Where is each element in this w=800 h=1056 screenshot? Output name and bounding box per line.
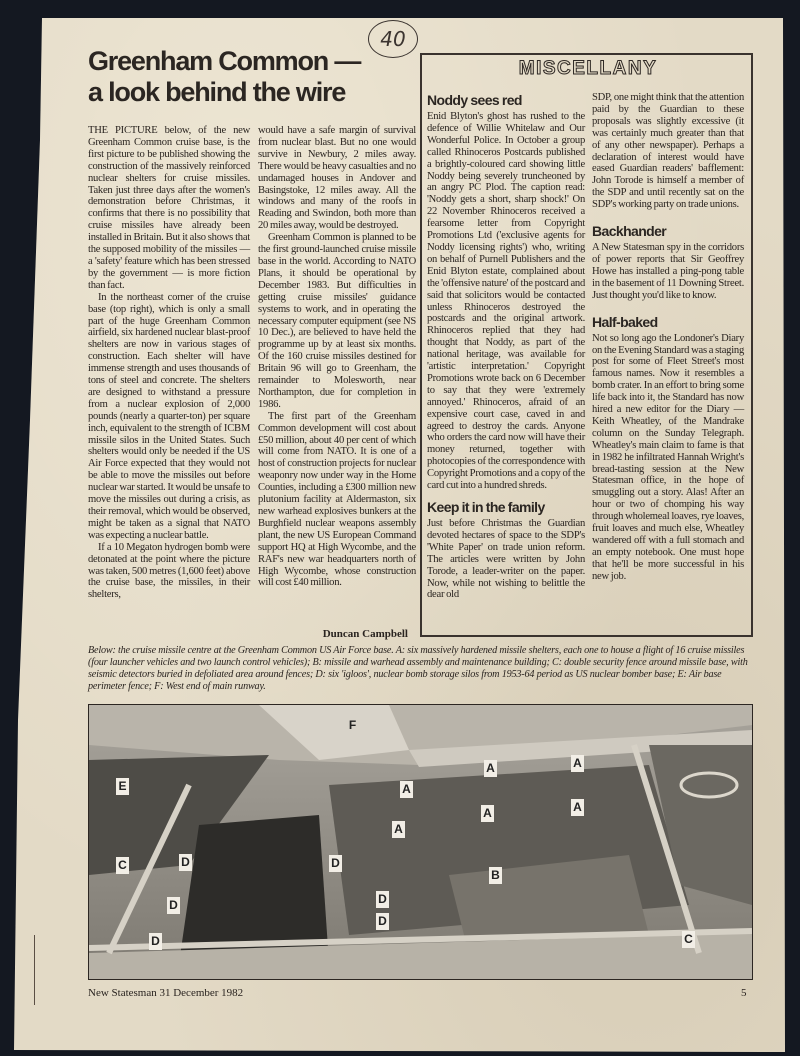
article-paragraph: If a 10 Megaton hydrogen bomb were detonated at the point where the picture was taken, 500 metres (1,600 feet) above the cruise base, the missiles, in their shelters,	[88, 541, 250, 601]
aerial-photo	[88, 704, 753, 980]
article-paragraph: Greenham Common is planned to be the first ground-launched cruise missile base in the world. According to NATO Plans, it should be operational by December 1983. But difficulties in getting cruise missiles' guidance systems to work, and in operating the necessary computer equipment (see NS 10 Dec.), are believed to have held the programme up by at least six months. Of the 160 cruise missiles destined for Britain 96 will go to Greenham, the remainder to Molesworth, near Northampton, due for completion in 1986.	[258, 232, 416, 410]
item-heading: Noddy sees red	[427, 92, 522, 108]
article-column-2	[258, 125, 416, 589]
page-number: 5	[741, 987, 747, 999]
handwritten-page-number: 40	[368, 20, 418, 58]
article-paragraph: In the northeast corner of the cruise base (top right), which is only a small part of the huge Greenham Common airfield, six hardened nuclear blast-proof shelters are now in various stages of construction. Each shelter will have immense strength and uses thousands of tons of steel and concrete. The shelters are designed to withstand a pressure from a nuclear explosion of 2,000 pounds (nearly a quarter-ton) per square inch, equivalent to the strength of ICBM missile silos in the United States. Such shelters would only be needed if the US Air Force expected that they would not be able to move the missiles out before nuclear war started. It would be unsafe to move the missiles out during a crisis, as their removal, which would be observed, might be taken as a signal that NATO was expecting a nuclear battle.	[88, 291, 250, 541]
photo-label-e: E	[116, 778, 129, 795]
article-byline: Duncan Campbell	[322, 628, 408, 640]
photo-label-f: F	[348, 718, 357, 732]
margin-rule	[34, 935, 35, 1005]
aerial-photo-illustration	[89, 705, 752, 979]
item-body: Enid Blyton's ghost has rushed to the defence of Willie Whitelaw and Our Wonderful Police. In October a group called Rhinoceros Postcards published a brightly-coloured card showing little Noddy being severely truncheoned by an angry PC Plod. The caption read: 'Noddy gets a short, sharp shock!' On 22 November Rhinoceros received a fearsome letter from Copyright Promotions Ltd ('exclusive agents for Noddy licensing rights') who, writing on behalf of Purnell Publishers and the Enid Blyton estate, complained about the 'offensive nature' of the postcard and said that solicitors would be contacted unless Rhinoceros destroyed the postcards and the original artwork. Rhinoceros replied that they had thought that Noddy, as part of the national heritage, was available for 'artistic interpretation.' Copyright Promotions wrote back on 6 December to say that they were 'extremely annoyed.' Rhinoceros, afraid of an expensive court case, caved in and agreed to destroy the cards. Anyone who orders the card now will have their money returned, together with photocopies of the correspondence with Copyright Promotions and a copy of the card cut into a hundred shreds.	[427, 111, 585, 492]
miscellany-column-1	[427, 92, 585, 601]
photo-caption: Below: the cruise missile centre at the Greenham Common US Air Force base. A: six massively hardened missile shelters, each one to house a flight of 16 cruise missiles (four launcher vehicles and two launch control vehicles); B: missile and warhead assembly and maintenance building; C: double security fence around missile base, with seismic detectors buried in defoliated area around fences; D: six 'igloos', nuclear bomb storage silos from 1953-64 period as US nuclear bomber base; E: Air base perimeter fence; F: West end of main runway.	[88, 645, 748, 693]
item-heading: Keep it in the family	[427, 499, 545, 515]
photo-label-c: C	[116, 857, 129, 874]
miscellany-title: MISCELLANY	[518, 58, 658, 79]
item-heading: Half-baked	[592, 313, 658, 330]
photo-label-b: B	[489, 867, 502, 884]
photo-label-a: A	[484, 760, 497, 777]
photo-label-a: A	[571, 799, 584, 816]
article-paragraph: The first part of the Greenham Common development will cost about £50 million, about 40 per cent of which will come from NATO. It is one of a host of construction projects for nuclear weaponry now under way in the Home Counties, including a £300 million new plutonium facility at Aldermaston, six new warhead explosives bunkers at the Burghfield nuclear weapons assembly plant, the new US European Command support HQ at High Wycombe, and the RAF's new war headquarters north of High Wycombe, whose construction will cost £40 million.	[258, 410, 416, 589]
article-paragraph: THE PICTURE below, of the new Greenham Common cruise base, is the first picture to be published showing the construction of the massively reinforced nuclear shelters for cruise missiles. Taken just three days after the women's demonstration before Christmas, it confirms that there is no possibility that cruise missiles have already been installed in Britain. But it also shows that the supposed mobility of the missiles — a 'safety' feature which has been stressed by the government — is more fiction than fact.	[88, 125, 250, 291]
photo-label-d: D	[376, 891, 389, 908]
publication-dateline: New Statesman 31 December 1982	[88, 987, 244, 999]
photo-label-d: D	[149, 933, 162, 950]
item-body: A New Statesman spy in the corridors of power reports that Sir Geoffrey Howe has installed a ping-pong table in the basement of 11 Downing Street. Just thought you'd like to know.	[592, 242, 744, 301]
photo-label-d: D	[329, 855, 342, 872]
article-column-1	[88, 125, 250, 601]
item-body: Not so long ago the Londoner's Diary on the Evening Standard was a staging post for some of Fleet Street's most famous names. Now it resembles a bomb crater. In an effort to bring some life back into it, the Standard has now hired a new editor for the Diary — Keith Wheatley, of the Mandrake column on the Sunday Telegraph. Wheatley's main claim to fame is that in 1982 he infiltrated Hannah Wright's bread-tasting session at the New Statesman office, in the hope of smuggling out a story. Alas! After an hour or two of chomping his way through wholemeal loaves, rye loaves, fruit loaves and much else, Wheatley wandered off with a full stomach and an empty notebook. One must hope that he'll be more successful in his new job.	[592, 332, 744, 582]
photo-label-a: A	[571, 755, 584, 772]
item-body-continuation: SDP, one might think that the attention paid by the Guardian to these proposals was slightly excessive (it was certainly much greater than that of any other newspaper). Perhaps a declaration of interest would have eased Guardian readers' bafflement: John Torode is himself a member of the SDP and until recently sat on the SDP's working party on trade unions.	[592, 92, 744, 211]
article-headline: Greenham Common — a look behind the wire	[88, 46, 361, 107]
photo-label-d: D	[167, 897, 180, 914]
photo-label-a: A	[400, 781, 413, 798]
photo-label-d: D	[376, 913, 389, 930]
photo-label-a: A	[481, 805, 494, 822]
article-paragraph: would have a safe margin of survival from nuclear blast. But no one would survive in Newbury, 2 miles away. There would be heavy casualties and no undamaged houses in Andover and Basingstoke, 12 miles away. All the windows and many of the roofs in Reading and Swindon, both more than 20 miles away, would be destroyed.	[258, 125, 416, 232]
item-heading: Backhander	[592, 223, 667, 240]
photo-label-a: A	[392, 821, 405, 838]
photo-label-d: D	[179, 854, 192, 871]
photo-label-c: C	[682, 931, 695, 948]
item-body: Just before Christmas the Guardian devoted hectares of space to the SDP's 'White Paper' on trade union reform. The articles were written by John Torode, a leader-writer on the paper. Now, while not wishing to belittle the dear old	[427, 518, 585, 601]
miscellany-column-2	[592, 92, 744, 583]
